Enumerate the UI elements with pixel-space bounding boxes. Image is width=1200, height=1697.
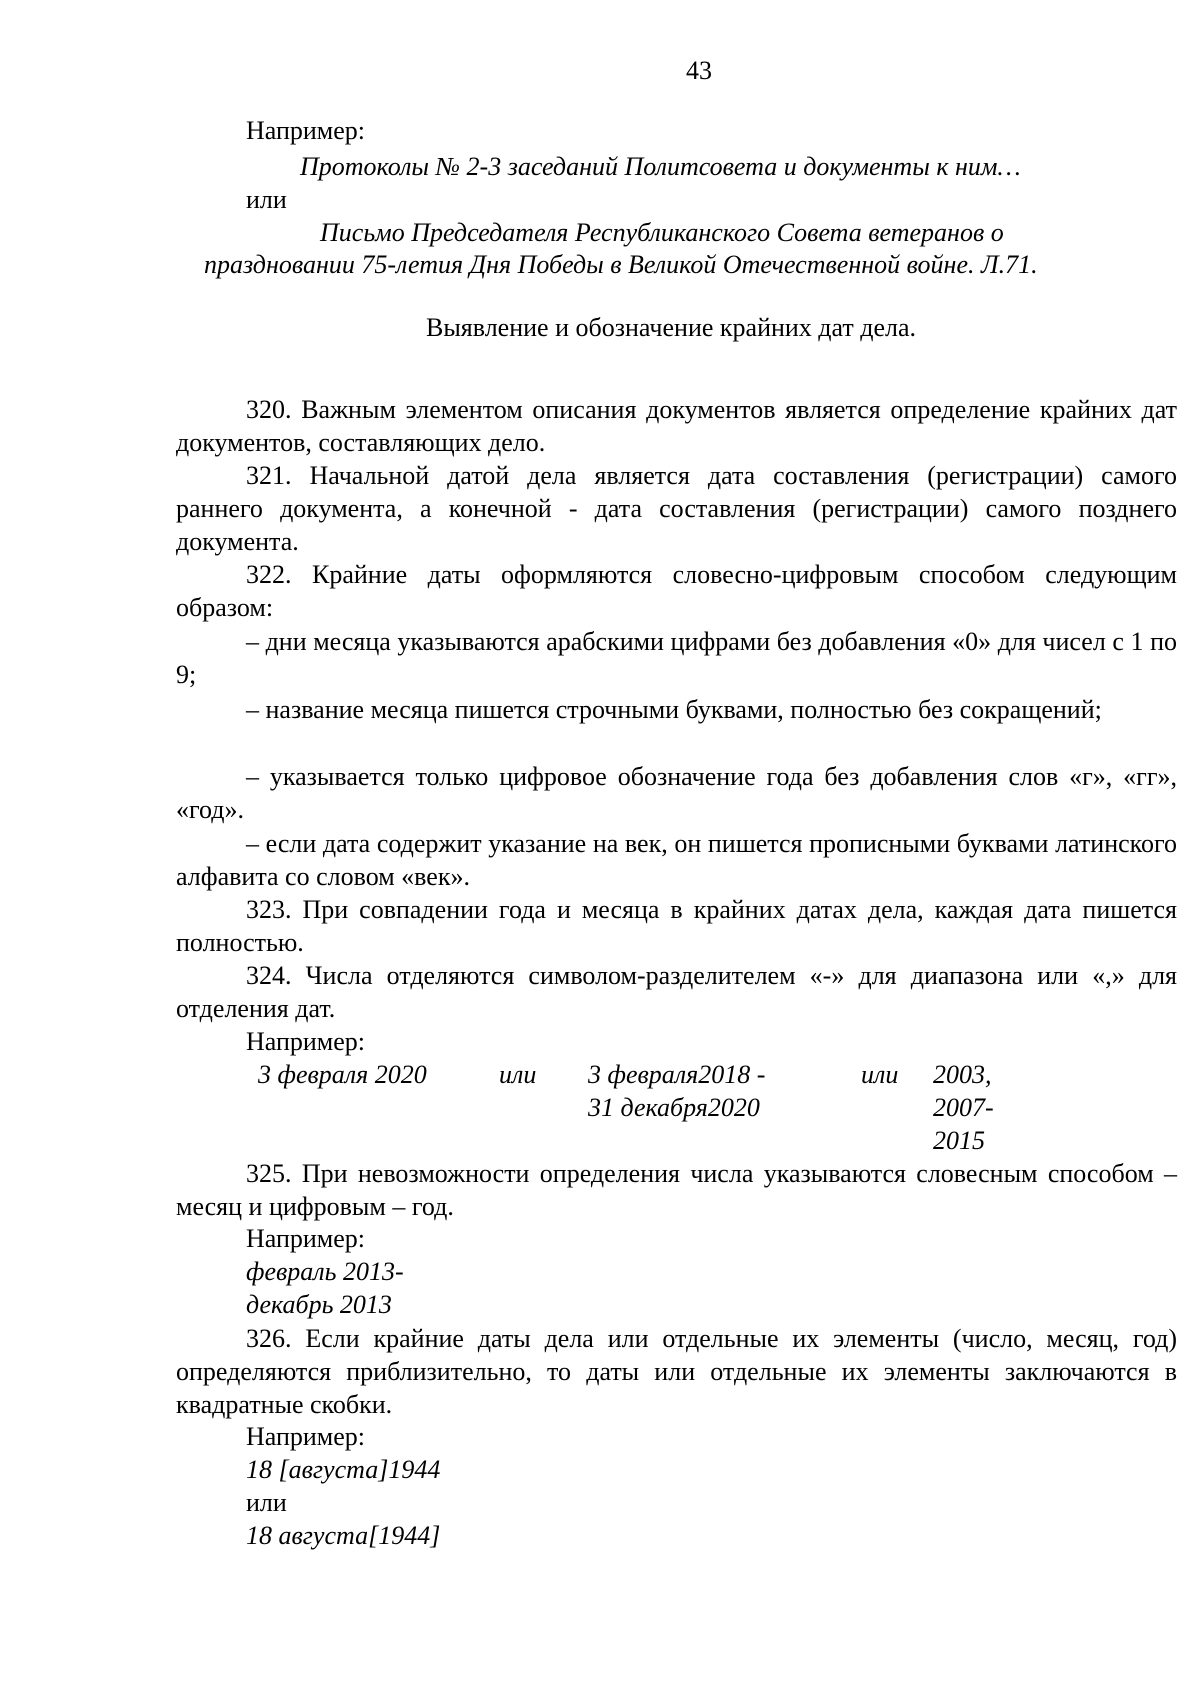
example-date: 18 [августа]1944 (246, 1455, 441, 1484)
example-label: Например: (246, 1422, 366, 1451)
paragraph-text: 320. Важным элементом описания документов является определение крайних дат документов, составляющих дело. (176, 395, 1177, 457)
example-years: 2015 (933, 1126, 985, 1155)
example-label: Например: (246, 1224, 366, 1253)
example-years: 2007- (933, 1093, 994, 1122)
list-item-text: – если дата содержит указание на век, он пишется прописными буквами латинского алфавита со словом «век». (176, 829, 1177, 891)
paragraph-325 (176, 1157, 1177, 1223)
example-or: или (861, 1060, 899, 1089)
example-date-range: 3 февраля2018 - (588, 1060, 766, 1089)
paragraph-text: 321. Начальной датой дела является дата составления (регистрации) самого раннего документа, а конечной - дата составления (регистрации) самого позднего документа. (176, 461, 1177, 556)
paragraph-text: 326. Если крайние даты дела или отдельные их элементы (число, месяц, год) определяются приблизительно, то даты или отдельные их элементы заключаются в квадратные скобки. (176, 1324, 1177, 1419)
paragraph-text: 325. При невозможности определения числа указываются словесным способом – месяц и цифровым – год. (176, 1159, 1177, 1221)
example-item: Письмо Председателя Республиканского Совета ветеранов о (320, 218, 1004, 247)
example-date: февраль 2013- (246, 1257, 404, 1286)
example-date-range: 31 декабря2020 (588, 1093, 760, 1122)
example-years: 2003, (933, 1060, 992, 1089)
example-or: или (246, 185, 287, 214)
example-label: Например: (246, 1027, 366, 1056)
page-number: 43 (686, 56, 712, 85)
example-date: декабрь 2013 (246, 1290, 392, 1319)
list-item-text: – дни месяца указываются арабскими цифрами без добавления «0» для чисел с 1 по 9; (176, 627, 1177, 689)
paragraph-321 (176, 459, 1177, 558)
example-date: 18 августа[1944] (246, 1521, 441, 1550)
example-label: Например: (246, 116, 366, 145)
paragraph-323 (176, 893, 1177, 959)
example-or: или (246, 1488, 287, 1517)
paragraph-text: 324. Числа отделяются символом-разделителем «-» для диапазона или «,» для отделения дат. (176, 961, 1177, 1023)
example-date: 3 февраля 2020 (258, 1060, 427, 1089)
list-item-text: – название месяца пишется строчными буквами, полностью без сокращений; (246, 695, 1102, 724)
list-item (176, 760, 1177, 826)
paragraph-text: 323. При совпадении года и месяца в крайних датах дела, каждая дата пишется полностью. (176, 895, 1177, 957)
list-item (176, 693, 1177, 726)
example-or: или (499, 1060, 537, 1089)
list-item-text: – указывается только цифровое обозначение года без добавления слов «г», «гг», «год». (176, 762, 1177, 824)
list-item (176, 625, 1177, 691)
paragraph-320 (176, 393, 1177, 459)
example-item: праздновании 75-летия Дня Победы в Великой Отечественной войне. Л.71. (204, 250, 1038, 279)
paragraph-322 (176, 558, 1177, 624)
section-heading: Выявление и обозначение крайних дат дела. (426, 313, 917, 342)
paragraph-326 (176, 1322, 1177, 1421)
example-item: Протоколы № 2-3 заседаний Политсовета и документы к ним… (300, 152, 1021, 181)
paragraph-324 (176, 959, 1177, 1025)
paragraph-text: 322. Крайние даты оформляются словесно-цифровым способом следующим образом: (176, 560, 1177, 622)
list-item (176, 827, 1177, 893)
